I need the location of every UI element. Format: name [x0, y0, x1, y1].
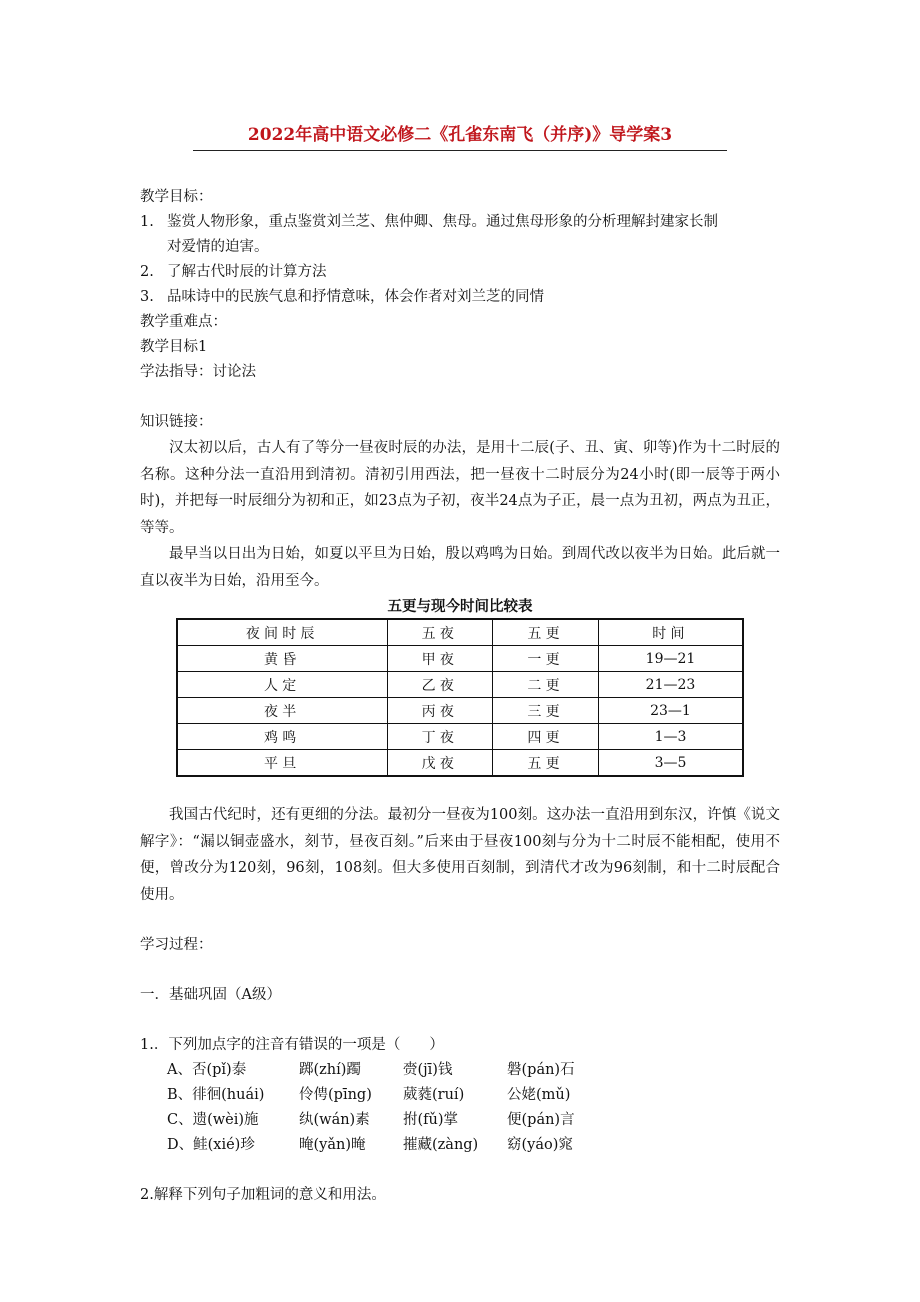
table-cell: 黄昏: [177, 646, 387, 672]
table-cell: 23—1: [598, 698, 743, 724]
goal-3: [140, 285, 780, 310]
method-line: 学法指导：讨论法: [140, 364, 256, 380]
spacer: [140, 385, 780, 410]
knowledge-paragraph-2: 最早当以日出为日始，如夏以平旦为日始，殷以鸡鸣为日始。到周代改以夜半为日始。此后就一直以夜半为日始，沿用至今。: [140, 546, 780, 589]
goal-1: [140, 210, 780, 235]
option-term: 纨(wán)素: [299, 1112, 370, 1128]
option-term: C、遗(wèi)施: [167, 1112, 259, 1128]
option-term: 磐(pán)石: [507, 1062, 575, 1078]
question-1: 1.．下列加点字的注音有错误的一项是（ ）: [140, 1037, 444, 1053]
table-cell: 丙夜: [387, 698, 493, 724]
table-row: [177, 646, 743, 672]
table-cell: 1—3: [598, 724, 743, 750]
table-row: [177, 672, 743, 698]
option-term: 公姥(mǔ): [507, 1087, 571, 1103]
header-cell: 五夜: [387, 619, 493, 646]
table-header-row: [177, 619, 743, 646]
table-cell: 三更: [493, 698, 599, 724]
goal-2-num: 2.: [140, 264, 154, 280]
option-b: [140, 1083, 780, 1108]
goal-1-continued: 对爱情的迫害。: [167, 239, 269, 255]
table-row: [177, 698, 743, 724]
key-value: 教学目标1: [140, 339, 208, 355]
knowledge-paragraph-1: 汉太初以后，古人有了等分一昼夜时辰的办法，是用十二辰(子、丑、寅、卯等)作为十二时辰的名称。这种分法一直沿用到清初。清初引用西法，把一昼夜十二时辰分为24小时(即一辰等于两小时)，并把每一时辰细分为初和正，如23点为子初，夜半24点为子正，晨一点为丑初，两点为丑正，等等。: [140, 440, 780, 536]
document-body: [140, 185, 780, 1208]
table-title: 五更与现今时间比较表: [387, 599, 533, 615]
table-cell: 甲夜: [387, 646, 493, 672]
option-term: 窈(yáo)窕: [507, 1137, 573, 1153]
table-cell: 乙夜: [387, 672, 493, 698]
table-cell: 人定: [177, 672, 387, 698]
question-2: 2.解释下列句子加粗词的意义和用法。: [140, 1187, 386, 1203]
header-cell: 时间: [598, 619, 743, 646]
spacer: [140, 908, 780, 933]
option-a: [140, 1058, 780, 1083]
goal-2-text: 了解古代时辰的计算方法: [167, 264, 327, 280]
table-row: [177, 724, 743, 750]
option-term: 踯(zhí)躅: [299, 1062, 361, 1078]
goal-3-num: 3.: [140, 289, 154, 305]
process-heading: 学习过程：: [140, 937, 213, 953]
table-cell: 丁夜: [387, 724, 493, 750]
watch-time-table: [176, 618, 744, 777]
table-cell: 五更: [493, 750, 599, 777]
option-term: A、否(pǐ)泰: [167, 1062, 247, 1078]
option-term: 摧藏(zàng): [403, 1137, 479, 1153]
knowledge-heading: 知识链接：: [140, 414, 213, 430]
option-term: B、徘徊(huái): [167, 1087, 265, 1103]
header-cell: 夜间时辰: [177, 619, 387, 646]
goal-1-text: 鉴赏人物形象，重点鉴赏刘兰芝、焦仲卿、焦母。通过焦母形象的分析理解封建家长制: [167, 214, 718, 230]
table-cell: 四更: [493, 724, 599, 750]
spacer: [140, 777, 780, 802]
table-cell: 19—21: [598, 646, 743, 672]
option-term: D、鲑(xié)珍: [167, 1137, 255, 1153]
knowledge-paragraph-3: 我国古代纪时，还有更细的分法。最初分一昼夜为100刻。这办法一直沿用到东汉，许慎《说文解字》：“漏以铜壶盛水，刻节，昼夜百刻。”后来由于昼夜100刻与分为十二时辰不能相配，使用不便，曾改分为120刻，96刻，108刻。但大多使用百刻制，到清代才改为96刻制，和十二时辰配合使用。: [140, 807, 780, 903]
table-cell: 一更: [493, 646, 599, 672]
option-term: 葳蕤(ruí): [403, 1087, 465, 1103]
spacer: [140, 1158, 780, 1183]
goal-2: [140, 260, 780, 285]
option-c: [140, 1108, 780, 1133]
section-heading-basic: 一．基础巩固（A级）: [140, 987, 281, 1003]
key-heading: 教学重难点：: [140, 314, 227, 330]
table-cell: 鸡鸣: [177, 724, 387, 750]
table-cell: 平旦: [177, 750, 387, 777]
table-row: [177, 750, 743, 777]
option-term: 伶俜(pīng): [299, 1087, 372, 1103]
option-term: 便(pán)言: [507, 1112, 575, 1128]
spacer: [140, 958, 780, 983]
title-underline: [193, 150, 727, 151]
goal-1-num: 1.: [140, 214, 154, 230]
option-term: 赍(jī)钱: [403, 1062, 453, 1078]
table-cell: 戊夜: [387, 750, 493, 777]
header-cell: 五更: [493, 619, 599, 646]
option-d: [140, 1133, 780, 1158]
table-cell: 3—5: [598, 750, 743, 777]
table-cell: 二更: [493, 672, 599, 698]
page-title: 2022年高中语文必修二《孔雀东南飞（并序)》导学案3: [247, 125, 673, 145]
goals-heading: 教学目标：: [140, 189, 213, 205]
table-cell: 21—23: [598, 672, 743, 698]
option-term: 拊(fǔ)掌: [403, 1112, 459, 1128]
option-term: 晻(yǎn)晻: [299, 1137, 366, 1153]
table-cell: 夜半: [177, 698, 387, 724]
goal-3-text: 品味诗中的民族气息和抒情意味，体会作者对刘兰芝的同情: [167, 289, 544, 305]
spacer: [140, 1008, 780, 1033]
